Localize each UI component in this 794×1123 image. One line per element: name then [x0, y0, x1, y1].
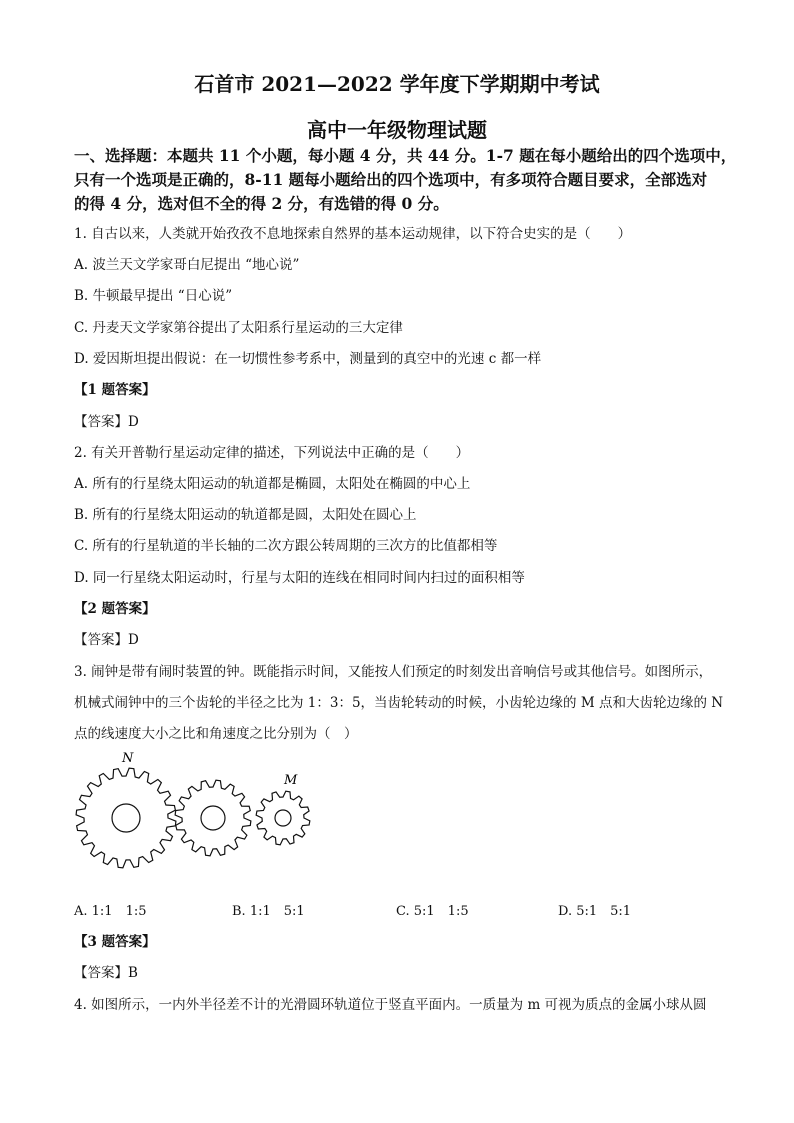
q3-answer-mark: 【3 题答案】	[74, 934, 156, 950]
label-m: M	[284, 773, 298, 788]
exam-title: 石首市 2021—2022 学年度下学期期中考试	[194, 72, 600, 96]
q1-option-c: C. 丹麦天文学家第谷提出了太阳系行星运动的三大定律	[74, 320, 403, 336]
gears-figure	[70, 744, 330, 874]
q3-choice-b: B. 1:1 5:1	[232, 904, 305, 919]
section-instructions-line2: 只有一个选项是正确的，8-11 题每小题给出的四个选项中，有多项符合题目要求，全部选对	[74, 170, 708, 189]
q3-choice-d: D. 5:1 5:1	[558, 904, 632, 919]
q3-stem-line1: 3. 闹钟是带有闹时装置的钟。既能指示时间，又能按人们预定的时刻发出音响信号或其他信号。如图所示，	[74, 664, 713, 680]
section-instructions-line1: 一、选择题：本题共 11 个小题，每小题 4 分，共 44 分。1-7 题在每小题给出的四个选项中，	[74, 146, 737, 165]
q1-stem: 1. 自古以来，人类就开始孜孜不息地探索自然界的基本运动规律，以下符合史实的是（ ）	[74, 226, 632, 242]
q2-option-a: A. 所有的行星绕太阳运动的轨道都是椭圆，太阳处在椭圆的中心上	[74, 476, 471, 492]
q3-answer: 【答案】B	[74, 965, 138, 981]
q2-option-d: D. 同一行星绕太阳运动时，行星与太阳的连线在相同时间内扫过的面积相等	[74, 570, 525, 586]
q3-choice-c: C. 5:1 1:5	[396, 904, 469, 919]
q2-answer-mark: 【2 题答案】	[74, 601, 156, 617]
q1-option-a: A. 波兰天文学家哥白尼提出 “地心说”	[74, 257, 300, 273]
section-instructions-line3: 的得 4 分，选对但不全的得 2 分，有选错的得 0 分。	[74, 194, 449, 213]
q3-choice-a: A. 1:1 1:5	[74, 904, 147, 919]
q1-answer-mark: 【1 题答案】	[74, 382, 156, 398]
q4-stem-line1: 4. 如图所示，一内外半径差不计的光滑圆环轨道位于竖直平面内。一质量为 m 可视为质点的金属小球从圆	[74, 997, 707, 1013]
q2-stem: 2. 有关开普勒行星运动定律的描述，下列说法中正确的是（ ）	[74, 445, 470, 461]
q1-answer: 【答案】D	[74, 414, 139, 430]
middle-gear	[175, 780, 251, 856]
q1-option-b: B. 牛顿最早提出 “日心说”	[74, 288, 233, 304]
q2-option-c: C. 所有的行星轨道的半长轴的二次方跟公转周期的三次方的比值都相等	[74, 538, 498, 554]
small-gear	[256, 791, 310, 845]
exam-subtitle: 高中一年级物理试题	[307, 118, 487, 142]
label-n: N	[122, 751, 134, 766]
q3-stem-line2: 机械式闹钟中的三个齿轮的半径之比为 1：3：5，当齿轮转动的时候，小齿轮边缘的 M 点和大齿轮边缘的 N	[74, 695, 724, 711]
q3-stem-line3: 点的线速度大小之比和角速度之比分别为（ ）	[74, 726, 358, 742]
q1-option-d: D. 爱因斯坦提出假说：在一切惯性参考系中，测量到的真空中的光速 c 都一样	[74, 351, 542, 367]
q2-answer: 【答案】D	[74, 632, 139, 648]
q2-option-b: B. 所有的行星绕太阳运动的轨道都是圆，太阳处在圆心上	[74, 507, 417, 523]
large-gear	[76, 768, 176, 868]
